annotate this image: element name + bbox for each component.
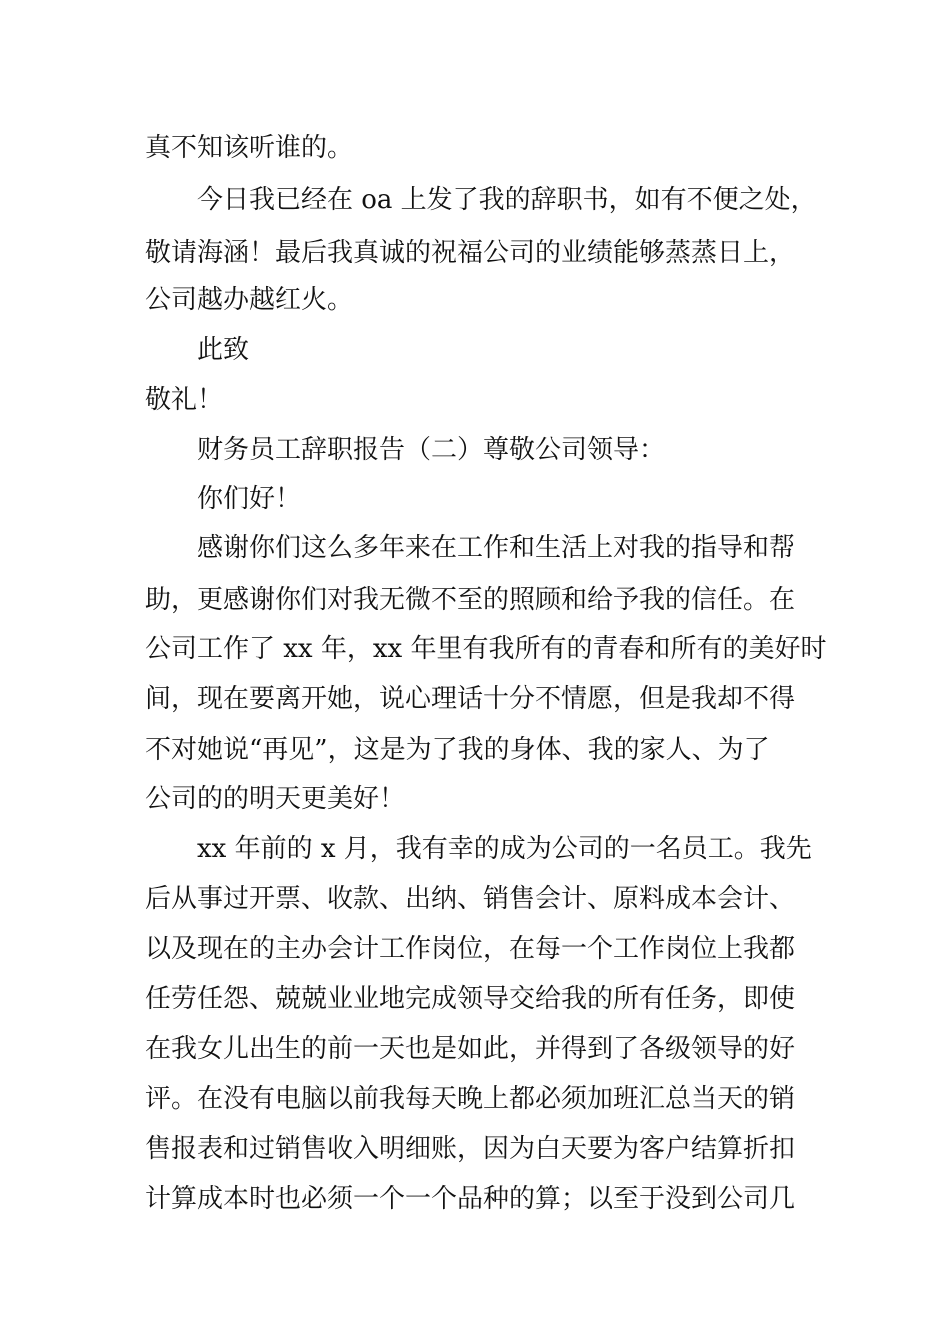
text-line: 公司工作了 xx 年，xx 年里有我所有的青春和所有的美好时 [145,634,827,664]
text-line: 助，更感谢你们对我无微不至的照顾和给予我的信任。在 [145,585,796,615]
text-line: 不对她说“再见”，这是为了我的身体、我的家人、为了 [145,735,770,765]
text-line: 任劳任怨、兢兢业业地完成领导交给我的所有任务，即使 [145,984,796,1014]
text-line: 此致 [197,335,250,365]
text-line: 评。在没有电脑以前我每天晚上都必须加班汇总当天的销 [145,1084,796,1114]
section-heading: 财务员工辞职报告（二）尊敬公司领导： [197,435,666,465]
text-line: xx 年前的 x 月，我有幸的成为公司的一名员工。我先 [197,834,812,864]
text-line: 真不知该听谁的。 [145,133,354,163]
text-line: 售报表和过销售收入明细账，因为白天要为客户结算折扣 [145,1134,796,1164]
text-line: 计算成本时也必须一个一个品种的算；以至于没到公司几 [145,1184,796,1214]
text-line: 间，现在要离开她，说心理话十分不情愿，但是我却不得 [145,684,796,714]
text-line: 敬礼！ [145,385,224,415]
text-line: 公司越办越红火。 [145,285,354,315]
text-line: 今日我已经在 oa 上发了我的辞职书，如有不便之处， [197,185,817,215]
text-line: 以及现在的主办会计工作岗位，在每一个工作岗位上我都 [145,934,796,964]
text-line: 感谢你们这么多年来在工作和生活上对我的指导和帮 [197,533,796,563]
text-line: 敬请海涵！最后我真诚的祝福公司的业绩能够蒸蒸日上， [145,238,796,268]
text-line: 公司的的明天更美好！ [145,784,406,814]
greeting: 你们好！ [197,484,302,514]
text-line: 在我女儿出生的前一天也是如此，并得到了各级领导的好 [145,1034,796,1064]
text-line: 后从事过开票、收款、出纳、销售会计、原料成本会计、 [145,884,796,914]
